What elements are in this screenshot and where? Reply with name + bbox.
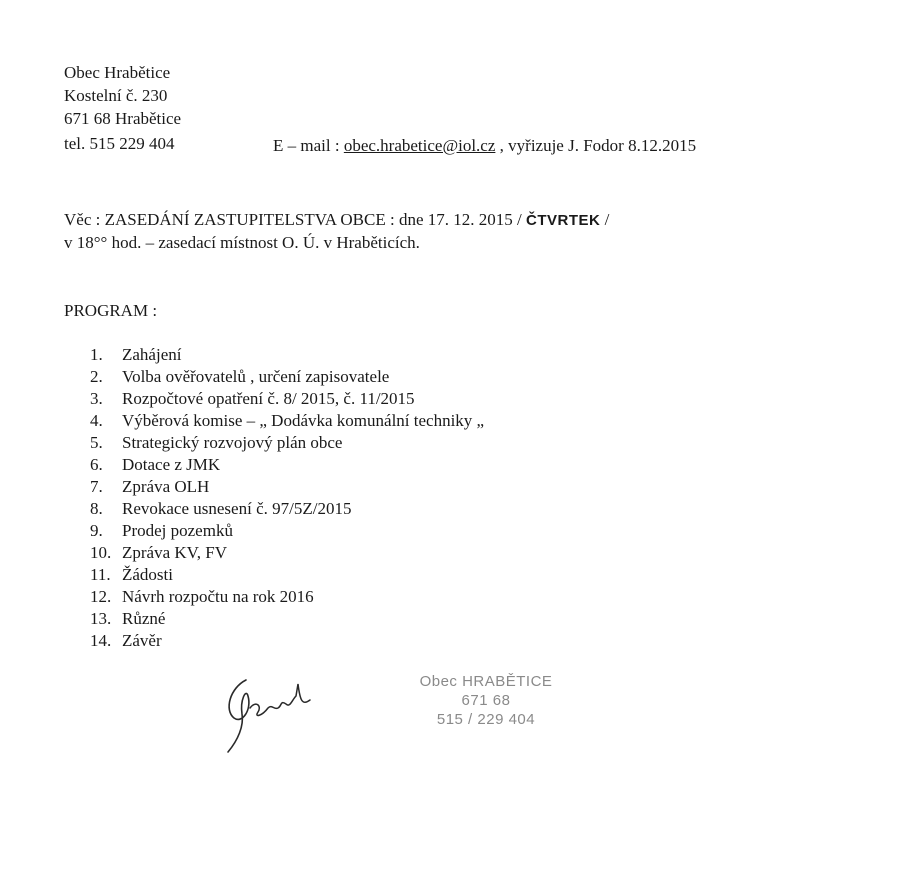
program-heading: PROGRAM : [64,301,158,320]
list-item: 3. Rozpočtové opatření č. 8/ 2015, č. 11/2015 [90,389,415,408]
contact-line [273,135,696,156]
list-item: 1. Zahájení [90,345,182,364]
email-link[interactable]: obec.hrabetice@iol.cz [343,136,496,155]
subject-line-2: v 18°° hod. – zasedací místnost O. Ú. v Hraběticích. [64,233,420,252]
sender-name: Obec Hrabětice [64,63,171,82]
list-item: 5. Strategický rozvojový plán obce [90,433,343,452]
list-item: 12. Návrh rozpočtu na rok 2016 [90,587,314,606]
list-item: 4. Výběrová komise – „ Dodávka komunální techniky „ [90,411,485,430]
list-item: 13. Různé [90,609,166,628]
list-item: 11. Žádosti [90,565,173,584]
subject-prefix: Věc : ZASEDÁNÍ ZASTUPITELSTVA OBCE : dne 17. 12. 2015 / [64,210,526,229]
list-item: 7. Zpráva OLH [90,477,210,496]
program-list [90,344,484,652]
subject-suffix: / [600,210,610,229]
list-item: 9. Prodej pozemků [90,521,233,540]
stamp-line-3: 515 / 229 404 [436,711,536,728]
subject-day: ČTVRTEK [525,212,601,229]
list-item: 2. Volba ověřovatelů , určení zapisovatele [90,367,390,386]
list-item: 14. Závěr [90,631,162,650]
list-item: 10. Zpráva KV, FV [90,543,227,562]
sender-phone: tel. 515 229 404 [64,134,175,153]
sender-postal: 671 68 Hrabětice [64,109,182,128]
subject-line-1 [64,209,609,231]
stamp-line-1: Obec HRABĚTICE [419,673,553,690]
list-item: 6. Dotace z JMK [90,455,221,474]
sender-street: Kostelní č. 230 [64,86,168,105]
stamp-line-2: 671 68 [461,692,511,709]
official-stamp [396,672,576,729]
handler-date: , vyřizuje J. Fodor 8.12.2015 [495,136,697,155]
email-prefix: E – mail : [273,136,344,155]
signature-icon [218,670,328,760]
list-item: 8. Revokace usnesení č. 97/5Z/2015 [90,499,352,518]
